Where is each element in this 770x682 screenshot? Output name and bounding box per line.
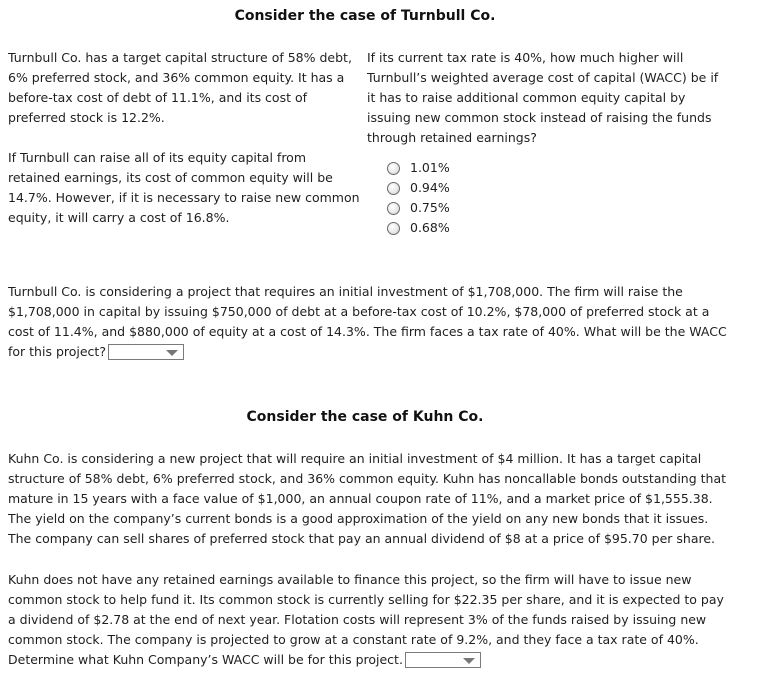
turnbull-question: If its current tax rate is 40%, how much higher will Turnbull’s weighted average cost of capital (WACC) be if it has to raise additional common equity capital by issuing new common stock instead of raising the funds through retained earnings? (367, 50, 719, 145)
option-label: 0.94% (410, 180, 450, 195)
option-2[interactable] (387, 178, 727, 198)
option-label: 0.68% (410, 220, 450, 235)
wacc-difference-options (387, 158, 727, 238)
kuhn-wacc-dropdown[interactable] (405, 652, 481, 668)
option-1[interactable] (387, 158, 727, 178)
project-question-text: Turnbull Co. is considering a project that requires an initial investment of $1,708,000. The firm will raise the $1,708,000 in capital by issuing $750,000 of debt at a before-tax cost of 10.2%, $78,000 of preferred stock at a cost of 11.4%, and $880,000 of equity at a cost of 14.3%. The firm faces a tax rate of 40%. What will be the WACC for this project? (8, 284, 727, 359)
kuhn-title: Consider the case of Kuhn Co. (246, 409, 484, 425)
turnbull-left-column (8, 48, 360, 228)
project-wacc-dropdown[interactable] (108, 344, 184, 360)
turnbull-title: Consider the case of Turnbull Co. (234, 8, 496, 24)
radio-button[interactable] (387, 202, 400, 215)
turnbull-question-column (367, 48, 727, 238)
kuhn-paragraph-2-text: Kuhn does not have any retained earnings available to finance this project, so the firm will have to issue new common stock to help fund it. Its common stock is currently selling for $22.35 per share, and it is expected to pay a dividend of $2.78 at the end of next year. Flotation costs will represent 3% of the funds raised by issuing new common stock. The company is projected to grow at a constant rate of 9.2%, and they face a tax rate of 40%. Determine what Kuhn Company’s WACC will be for this project. (8, 572, 724, 667)
option-label: 0.75% (410, 200, 450, 215)
chevron-down-icon (463, 658, 475, 664)
option-4[interactable] (387, 218, 727, 238)
turnbull-intro: Turnbull Co. has a target capital structure of 58% debt, 6% preferred stock, and 36% common equity. It has a before-tax cost of debt of 11.1%, and its cost of preferred stock is 12.2%. (8, 50, 352, 125)
kuhn-paragraph-1-text: Kuhn Co. is considering a new project that will require an initial investment of $4 million. It has a target capital structure of 58% debt, 6% preferred stock, and 36% common equity. Kuhn has noncallable bonds outstanding that mature in 15 years with a face value of $1,000, an annual coupon rate of 11%, and a market price of $1,555.38. The yield on the company’s current bonds is a good approximation of the yield on any new bonds that it issues. The company can sell shares of preferred stock that pay an annual dividend of $8 at a price of $95.70 per share. (8, 451, 727, 546)
chevron-down-icon (166, 350, 178, 356)
radio-button[interactable] (387, 162, 400, 175)
turnbull-project-question (8, 282, 730, 362)
option-label: 1.01% (410, 160, 450, 175)
turnbull-equity-costs: If Turnbull can raise all of its equity capital from retained earnings, its cost of common equity will be 14.7%. However, if it is necessary to raise new common equity, it will carry a cost of 16.8%. (8, 150, 360, 225)
radio-button[interactable] (387, 182, 400, 195)
option-3[interactable] (387, 198, 727, 218)
radio-button[interactable] (387, 222, 400, 235)
kuhn-paragraph-2 (8, 570, 730, 670)
kuhn-paragraph-1 (8, 449, 730, 549)
